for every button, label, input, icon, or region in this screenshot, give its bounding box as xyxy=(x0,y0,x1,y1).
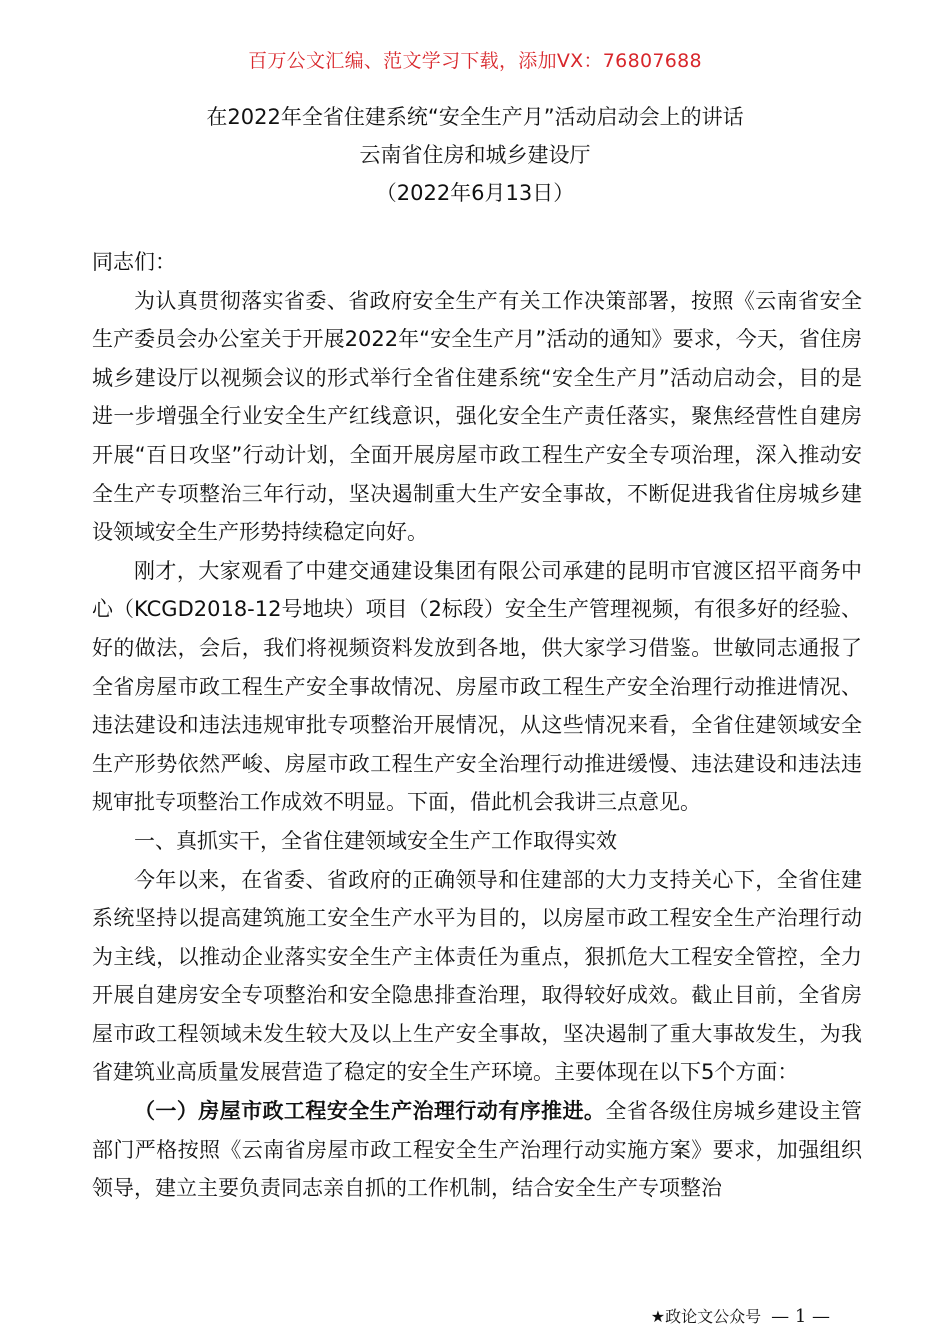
paragraph-1: 为认真贯彻落实省委、省政府安全生产有关工作决策部署，按照《云南省安全生产委员会办公室关于开展2022年“安全生产月”活动的通知》要求，今天，省住房城乡建设厅以视频会议的形式举行全省住建系统“安全生产月”活动启动会，目的是进一步增强全行业安全生产红线意识，强化安全生产责任落实，聚焦经营性自建房开展“百日攻坚”行动计划，全面开展房屋市政工程生产安全专项治理，深入推动安全生产专项整治三年行动，坚决遏制重大生产安全事故，不断促进我省住房城乡建设领域安全生产形势持续稳定向好。 xyxy=(92,288,862,545)
speech-body xyxy=(92,243,862,1208)
page-number: — 1 — xyxy=(771,1306,830,1327)
title-block xyxy=(0,98,950,212)
subsection-heading-1: （一）房屋市政工程安全生产治理行动有序推进。 xyxy=(134,1099,606,1124)
speaker-organization: 云南省住房和城乡建设厅 xyxy=(359,143,591,167)
salutation: 同志们： xyxy=(92,250,176,274)
section-heading-1: 一、真抓实干，全省住建领域安全生产工作取得实效 xyxy=(134,828,617,853)
promo-header: 百万公文汇编、范文学习下载，添加VX：76807688 xyxy=(248,50,702,72)
paragraph-3: 今年以来，在省委、省政府的正确领导和住建部的大力支持关心下，全省住建系统坚持以提高建筑施工安全生产水平为目的，以房屋市政工程安全生产治理行动为主线，以推动企业落实安全生产主体责任为重点，狠抓危大工程安全管控，全力开展自建房安全专项整治和安全隐患排查治理，取得较好成效。截止目前，全省房屋市政工程领域未发生较大及以上生产安全事故，坚决遏制了重大事故发生，为我省建筑业高质量发展营造了稳定的安全生产环境。主要体现在以下5个方面： xyxy=(92,867,862,1085)
footer-source: ★政论文公众号 xyxy=(650,1307,762,1326)
page-footer xyxy=(651,1304,830,1327)
paragraph-4 xyxy=(92,1092,862,1208)
speech-date: （2022年6月13日） xyxy=(375,181,575,205)
paragraph-2: 刚才，大家观看了中建交通建设集团有限公司承建的昆明市官渡区招平商务中心（KCGD2018-12号地块）项目（2标段）安全生产管理视频，有很多好的经验、好的做法，会后，我们将视频资料发放到各地，供大家学习借鉴。世敏同志通报了全省房屋市政工程生产安全事故情况、房屋市政工程生产安全治理行动推进情况、违法建设和违法违规审批专项整治开展情况，从这些情况来看，全省住建领域安全生产形势依然严峻、房屋市政工程生产安全治理行动推进缓慢、违法建设和违法违规审批专项整治工作成效不明显。下面，借此机会我讲三点意见。 xyxy=(92,558,862,815)
speech-title: 在2022年全省住建系统“安全生产月”活动启动会上的讲话 xyxy=(206,105,744,129)
paragraph-4-text: 全省各级住房城乡建设主管部门严格按照《云南省房屋市政工程安全生产治理行动实施方案》要求，加强组织领导，建立主要负责同志亲自抓的工作机制，结合安全生产专项整治 xyxy=(92,1099,863,1201)
